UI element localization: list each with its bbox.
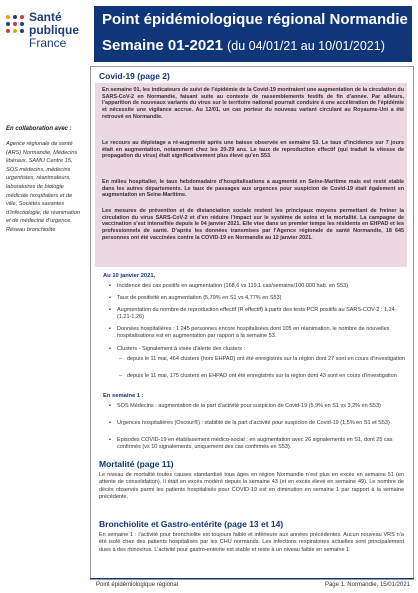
mortality-paragraph: Le niveau de mortalité toutes causes standardisé tous âges en région Normandie n’est plus en excès en semaine 51 (en attente de consolidation). Il était en excès modéré depuis la semaine 43 (et en excès élevé en semaine 49). Le nombre de décès observés parmi les patients hospitalisés pour COVID-19 est en diminution en semaine 1 par rapport à la semaine précédente. [99,472,404,501]
footer-left: Point épidémiologique régional [96,582,179,588]
summary-paragraph-2: Le recours au dépistage a ré-augmenté après une baisse observée en semaine 53. Le taux d’incidence sur 7 jours était en augmentation, notamment chez les 20-29 ans. Le taux de reproduction effectif (qui traduit la vitesse de propagation du virus) était significativement plus élevé qu’en S53. [102,140,404,160]
list-item: ▪ Incidence des cas positifs en augmentation (168,6 vs 119,1 cas/semaine/100 000 hab. en S53) [109,283,349,289]
header [0,0,418,66]
footer-page: Page 1. Normandie, 15/01/2021 [324,582,410,588]
list-item: ▪ Clusters - Signalement à visée d’alerte des clusters : [109,346,246,352]
main-content [90,66,414,580]
mortality-section-title: Mortalité (page 11) [99,459,174,469]
bronchiolitis-paragraph: En semaine 1 : l’activité pour bronchiolite est toujours faible et inférieure aux années précédentes. Aucun nouveau VRS n’a été isolé chez des patients hospitalisés par les CHU normands. Les infections respiratoires actuelles sont principalement dues à des rhinovirus. L’activité pour gastro-entérite est stable et reste à un niveau faible en semaine 1. [99,532,404,553]
week-label: Semaine 01-2021 [102,37,223,54]
list-subitem: – depuis le 11 mai, 175 clusters en EHPAD ont été enregistrés sur la région dont 43 sont en cours d’investigation [119,373,397,379]
list-item: ▪ Urgences hospitalières (Oscour®) : stabilité de la part d’activité pour suspicion de Covid-19 (1,5% en S1 et S53) [109,420,390,426]
bullet-icon: ▪ [109,437,111,443]
subheading-week: En semaine 1 : [103,393,144,399]
sidebar [6,126,84,235]
footer [90,578,414,593]
summary-paragraph-3: En milieu hospitalier, le taux hebdomadaire d’hospitalisations a augmenté en Seine-Maritime mais est resté stable dans les autres départements. Le taux de passages aux urgences pour suspicion de Covid-19 était également en augmentation en Seine-Maritime. [102,179,404,199]
list-item: ▪ Augmentation du nombre de reproduction effectif (R effectif) à partir des tests PCR positifs au SARS-COV-2 : 1,24 (1,21-1,26) [109,307,395,321]
list-subitem: – depuis le 11 mai, 464 clusters (hors EHPAD) ont été enregistrés sur la région dont 27 sont en cours d’investigation [119,356,405,362]
sidebar-heading: En collaboration avec : [6,126,72,132]
list-item: ▪ SOS Médecins : augmentation de la part d’activité pour suspicion de Covid-19 (5,9% en S1 vs 3,2% en S53) [109,403,381,409]
summary-paragraph-1: En semaine 01, les indicateurs de suivi de l’épidémie de la Covid-19 montraient une augmentation de la circulation du SARS-CoV-2 en Normandie, faisant suite au contexte de rassemblements festifs de fin d’année. Par ailleurs, l’apparition de nouveaux variants du virus sur le territoire national pourrait conduire à une accélération de l’épidémie et nécessite une vigilance accrue. Au 12/01, un cas porteur du nouveau variant circulant au Royaume-Uni a été retrouvé en Normandie. [102,87,404,120]
bullet-icon: ▪ [109,403,111,409]
bullet-icon: ▪ [109,326,111,332]
bullet-icon: ▪ [109,420,111,426]
subheading-date: Au 10 janvier 2021, [103,273,156,279]
logo-line-2: publique [29,23,79,37]
list-item: ▪ Données hospitalières : 1 245 personnes encore hospitalisées dont 105 en réanimation, le nombre de nouvelles hospitalisations est en augmentation par rapport à la semaine 53. [109,326,390,340]
summary-paragraph-4: Les mesures de prévention et de distanciation sociale restent les principaux moyens permettant de freiner la circulation du virus SARS-CoV-2 et d’en réduire l’impact sur le système de soins et la mortalité. La campagne de vaccination s’est intensifiée depuis le 04 janvier 2021. Elle vise dans un premier temps les résidents en EHPAD et les professionnels de santé. D’après les données transmises par l’Agence régionale de santé Normandie, 18 645 personnes ont été vaccinées contre la COVID-19 en Normandie au 12 janvier 2021. [102,208,404,241]
page-title: Point épidémiologique régional Normandie [102,11,408,28]
bullet-icon: ▪ [109,307,111,313]
bullet-icon: ▪ [109,295,111,301]
bronchiolitis-section-title: Bronchiolite et Gastro-entérite (page 13 et 14) [99,519,284,529]
list-item: ▪ Taux de positivité en augmentation (5,79% en S1 vs 4,77% en S53) [109,295,282,301]
week-heading [102,37,385,54]
logo-line-1: Santé [29,10,62,24]
bullet-icon: ▪ [109,346,111,352]
week-dates: (du 04/01/21 au 10/01/2021) [227,39,385,53]
covid-section-title: Covid-19 (page 2) [99,71,170,81]
list-item: ▪ Episodes COVID-19 en établissement médico-social : en augmentation avec 26 signalements en S1, dont 25 cas confirmés (vs 10 signalements, uniquement des cas confirmés en S53). [109,437,393,451]
logo-line-3: France [29,36,67,50]
title-banner [94,6,412,62]
summary-box [95,83,407,267]
sidebar-partners: Agence régionale de santé (ARS) Normandie, Médecins libéraux, SAMU Centre 15, SOS médecins, médecins urgentistes, réanimateurs, laboratoires de biologie médicale hospitaliers et de ville, Sociétés savantes d’infectiologie, de réanimation et de médecine d’urgence, Réseau bronchiolite [6,141,81,233]
logo-dots-icon [6,15,28,37]
bullet-icon: ▪ [109,283,111,289]
sante-publique-france-logo [6,11,88,57]
